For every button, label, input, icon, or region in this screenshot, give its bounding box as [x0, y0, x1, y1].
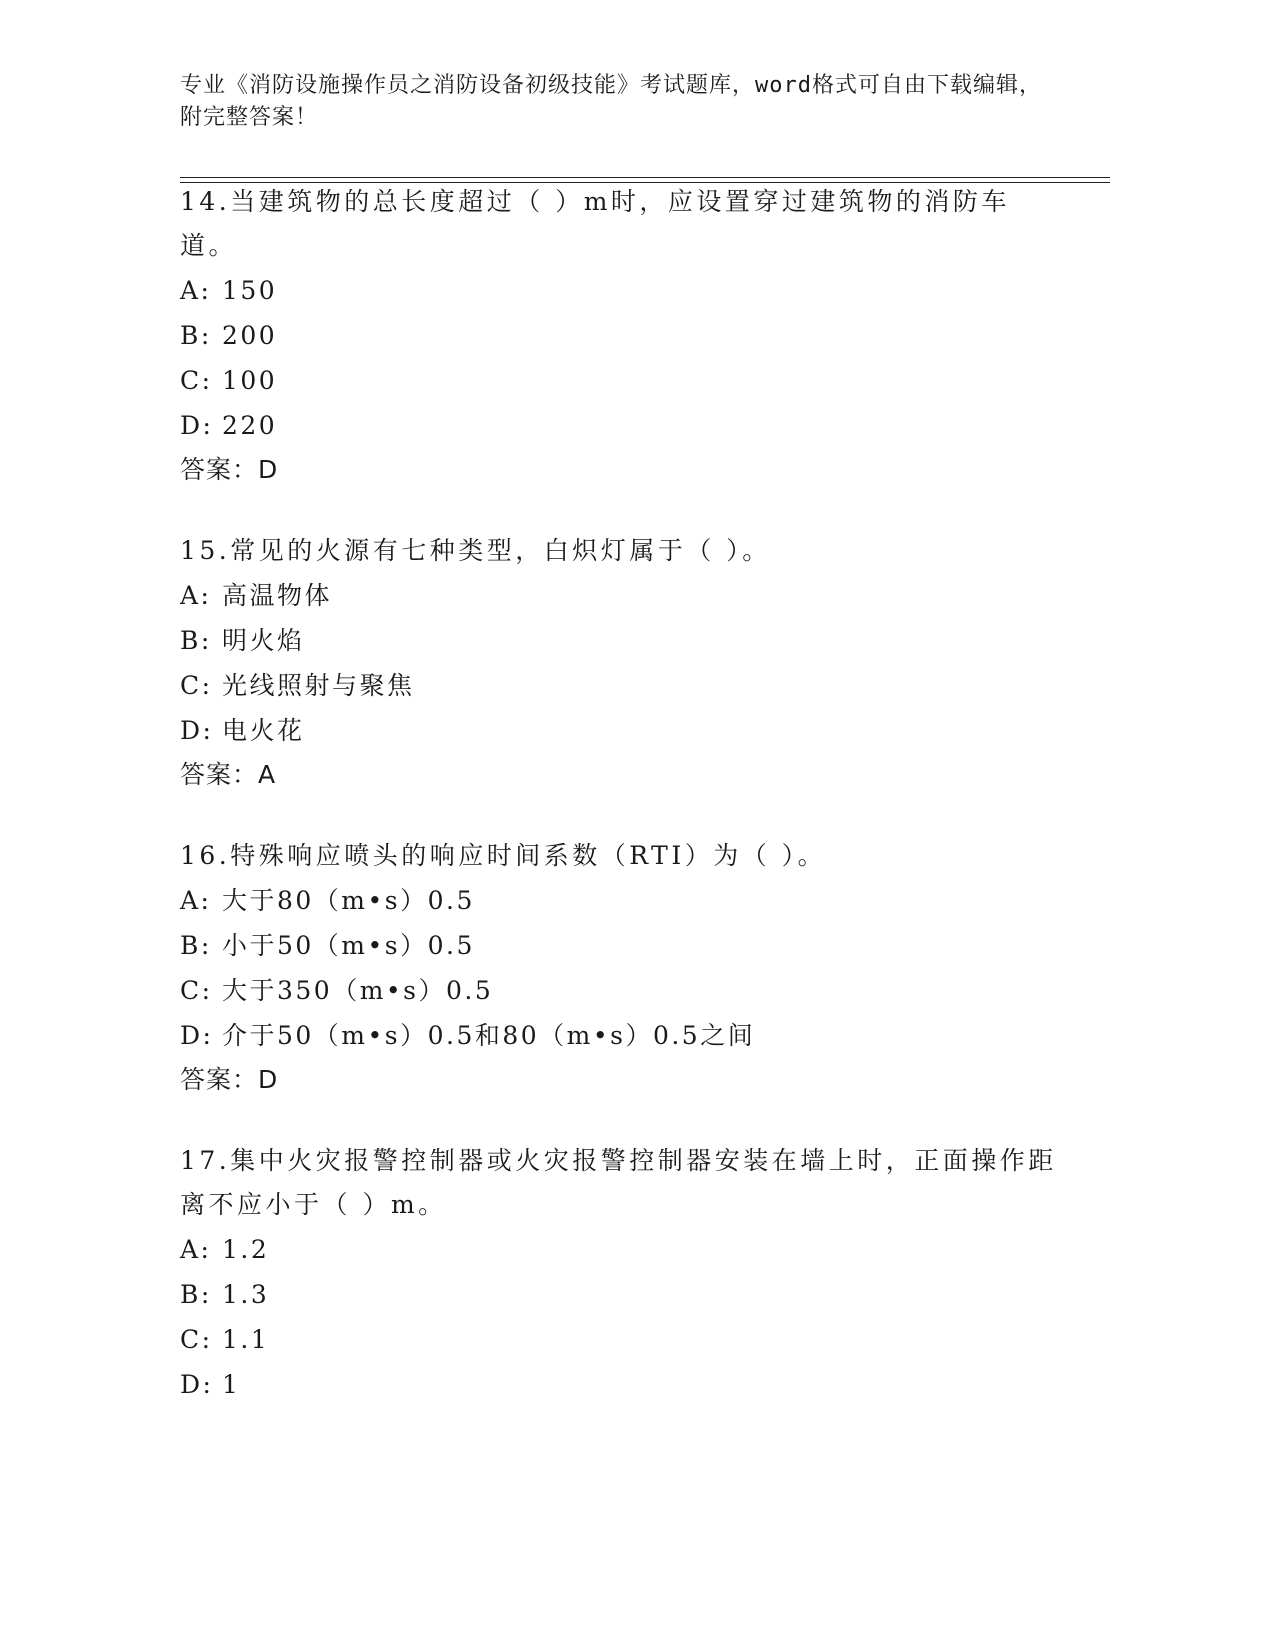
option-c	[180, 358, 1060, 403]
option-text: 小于50（m•s）0.5	[222, 931, 475, 960]
option-d	[180, 708, 1060, 753]
option-letter: C:	[180, 366, 213, 395]
option-letter: A:	[180, 886, 212, 915]
option-letter: C:	[180, 1325, 213, 1354]
option-letter: B:	[180, 931, 212, 960]
option-letter: B:	[180, 1280, 212, 1309]
option-text: 大于80（m•s）0.5	[222, 886, 475, 915]
option-text: 200	[222, 321, 278, 350]
option-c	[180, 968, 1060, 1013]
option-letter: B:	[180, 626, 212, 655]
option-text: 1.3	[222, 1280, 270, 1309]
header-title: 专业《消防设施操作员之消防设备初级技能》考试题库，word格式可自由下载编辑，附完整答案！	[180, 73, 1042, 130]
question-14	[180, 180, 1060, 492]
option-letter: A:	[180, 276, 212, 305]
question-text: 15.常见的火源有七种类型，白炽灯属于（ ）。	[180, 536, 771, 565]
option-c	[180, 1317, 1060, 1362]
question-16	[180, 834, 1060, 1102]
header-rule-top	[180, 177, 1110, 178]
question-17	[180, 1139, 1060, 1407]
option-letter: D:	[180, 411, 214, 440]
option-text: 高温物体	[222, 581, 333, 610]
option-a	[180, 1227, 1060, 1272]
option-letter: D:	[180, 1021, 214, 1050]
option-text: 1	[222, 1370, 241, 1399]
option-text: 100	[222, 366, 278, 395]
option-b	[180, 313, 1060, 358]
question-15	[180, 529, 1060, 797]
option-b	[180, 618, 1060, 663]
option-text: 明火焰	[222, 626, 305, 655]
option-a	[180, 878, 1060, 923]
option-text: 介于50（m•s）0.5和80（m•s）0.5之间	[222, 1021, 756, 1050]
option-b	[180, 923, 1060, 968]
question-text: 14.当建筑物的总长度超过（ ）m时，应设置穿过建筑物的消防车道。	[180, 187, 1010, 260]
option-d	[180, 1013, 1060, 1058]
option-letter: A:	[180, 1235, 212, 1264]
document-header	[180, 70, 1060, 134]
option-letter: A:	[180, 581, 212, 610]
option-letter: D:	[180, 1370, 214, 1399]
option-text: 1.2	[222, 1235, 270, 1264]
option-a	[180, 573, 1060, 618]
answer: 答案：A	[180, 760, 277, 789]
option-letter: D:	[180, 716, 214, 745]
option-text: 电火花	[222, 716, 305, 745]
option-d	[180, 1362, 1060, 1407]
option-text: 光线照射与聚焦	[222, 671, 415, 700]
question-text: 17.集中火灾报警控制器或火灾报警控制器安装在墙上时，正面操作距离不应小于（ ）m。	[180, 1146, 1057, 1219]
option-a	[180, 268, 1060, 313]
option-d	[180, 403, 1060, 448]
option-b	[180, 1272, 1060, 1317]
answer: 答案：D	[180, 1065, 279, 1094]
option-text: 1.1	[222, 1325, 270, 1354]
option-letter: C:	[180, 671, 213, 700]
option-letter: B:	[180, 321, 212, 350]
question-text: 16.特殊响应喷头的响应时间系数（RTI）为（ ）。	[180, 841, 827, 870]
option-c	[180, 663, 1060, 708]
answer: 答案：D	[180, 455, 279, 484]
option-text: 大于350（m•s）0.5	[222, 976, 494, 1005]
option-text: 150	[222, 276, 278, 305]
option-letter: C:	[180, 976, 213, 1005]
option-text: 220	[222, 411, 278, 440]
